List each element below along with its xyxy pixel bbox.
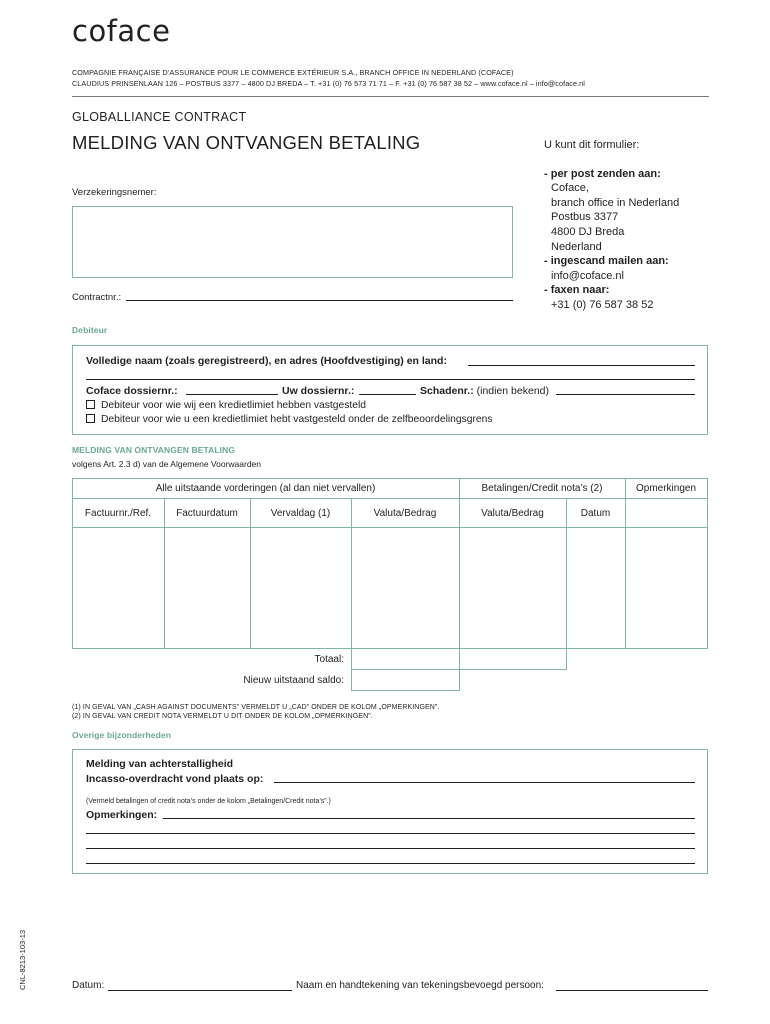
- collection-label: Incasso-overdracht vond plaats op:: [86, 773, 264, 785]
- col-header-invoice-ref: Factuurnr./Ref.: [84, 508, 152, 519]
- email-address: info@coface.nl: [551, 269, 624, 282]
- col-header-payment-amount: Valuta/Bedrag: [481, 508, 544, 519]
- checkbox-own-limit-label: Debiteur voor wie wij een kredietlimiet hebben vastgesteld: [101, 400, 366, 411]
- remarks-line[interactable]: [86, 848, 695, 849]
- post-label: - per post zenden aan:: [544, 167, 661, 180]
- group-header-payments: Betalingen/Credit nota’s (2): [481, 483, 603, 494]
- coface-logo: coface: [72, 14, 171, 48]
- collection-date-field[interactable]: [274, 782, 695, 783]
- debtor-full-name-label: Volledige naam (zoals geregistreerd), en adres (Hoofdvestiging) en land:: [86, 355, 447, 367]
- payment-subtitle: volgens Art. 2.3 d) van de Algemene Voorwaarden: [72, 459, 262, 469]
- footnote-2: (2) IN GEVAL VAN CREDIT NOTA VERMELDT U DIT ONDER DE KOLOM „OPMERKINGEN”.: [72, 713, 373, 720]
- footnote-1: (1) IN GEVAL VAN „CASH AGAINST DOCUMENTS” VERMELDT U „CAD” ONDER DE KOLOM „OPMERKINGEN”.: [72, 704, 440, 711]
- debtor-section-title: Debiteur: [72, 325, 108, 335]
- checkbox-self-limit-label: Debiteur voor wie u een kredietlimiet hebt vastgesteld onder de zelfbeoordelingsgrens: [101, 414, 493, 425]
- claim-number-hint: (indien bekend): [476, 385, 549, 397]
- signature-field[interactable]: [556, 990, 708, 991]
- document-code: CNL-8213-103-13: [18, 929, 27, 990]
- form-title: MELDING VAN ONTVANGEN BETALING: [72, 132, 421, 153]
- company-line-2: CLAUDIUS PRINSENLAAN 126 – POSTBUS 3377 – 4800 DJ BREDA – T. +31 (0) 76 573 71 71 – F. +31 (0) 76 587 38 52 – www.coface.nl – info@coface.nl: [72, 79, 585, 88]
- fax-label: - faxen naar:: [544, 284, 610, 297]
- col-header-due-date: Vervaldag (1): [270, 508, 331, 519]
- date-field[interactable]: [108, 990, 292, 991]
- signature-label: Naam en handtekening van tekeningsbevoegd persoon:: [296, 980, 544, 991]
- post-line: Coface,: [551, 182, 589, 195]
- col-header-invoice-date: Factuurdatum: [176, 508, 238, 519]
- email-label: - ingescand mailen aan:: [544, 255, 669, 268]
- coface-file-label: Coface dossiernr.:: [86, 385, 178, 397]
- policyholder-label: Verzekeringsnemer:: [72, 187, 157, 198]
- post-line: Postbus 3377: [551, 211, 619, 224]
- group-header-outstanding: Alle uitstaande vorderingen (al dan niet vervallen): [155, 483, 376, 494]
- other-note: (Vermeld betalingen of credit nota’s onder de kolom „Betalingen/Credit nota’s”.): [86, 798, 331, 805]
- company-line-1: COMPAGNIE FRANÇAISE D’ASSURANCE POUR LE COMMERCE EXTÉRIEUR S.A., BRANCH OFFICE IN NEDERLAND (COFACE): [72, 68, 514, 77]
- col-header-amount: Valuta/Bedrag: [373, 508, 437, 519]
- sidebar-intro: U kunt dit formulier:: [544, 139, 640, 151]
- claim-number-label: Schadenr.:: [420, 385, 474, 397]
- remarks-line[interactable]: [163, 818, 695, 819]
- payment-section-title: MELDING VAN ONTVANGEN BETALING: [72, 445, 236, 455]
- total-label: Totaal:: [314, 654, 344, 665]
- new-balance-label: Nieuw uitstaand saldo:: [243, 675, 344, 686]
- other-section-title: Overige bijzonderheden: [72, 730, 172, 740]
- post-line: branch office in Nederland: [551, 196, 680, 209]
- col-header-payment-date: Datum: [580, 508, 611, 519]
- remarks-label: Opmerkingen:: [86, 809, 158, 821]
- your-file-label: Uw dossiernr.:: [282, 385, 355, 397]
- remarks-line[interactable]: [86, 863, 695, 864]
- post-line: Nederland: [551, 240, 602, 253]
- remarks-line[interactable]: [86, 833, 695, 834]
- fax-number: +31 (0) 76 587 38 52: [551, 298, 654, 311]
- post-line: 4800 DJ Breda: [551, 225, 625, 238]
- group-header-remarks: Opmerkingen: [635, 483, 697, 494]
- contract-number-label: Contractnr.:: [72, 292, 122, 303]
- arrears-label: Melding van achterstalligheid: [86, 758, 234, 770]
- date-label: Datum:: [72, 980, 105, 991]
- contract-type: GLOBALLIANCE CONTRACT: [72, 110, 247, 124]
